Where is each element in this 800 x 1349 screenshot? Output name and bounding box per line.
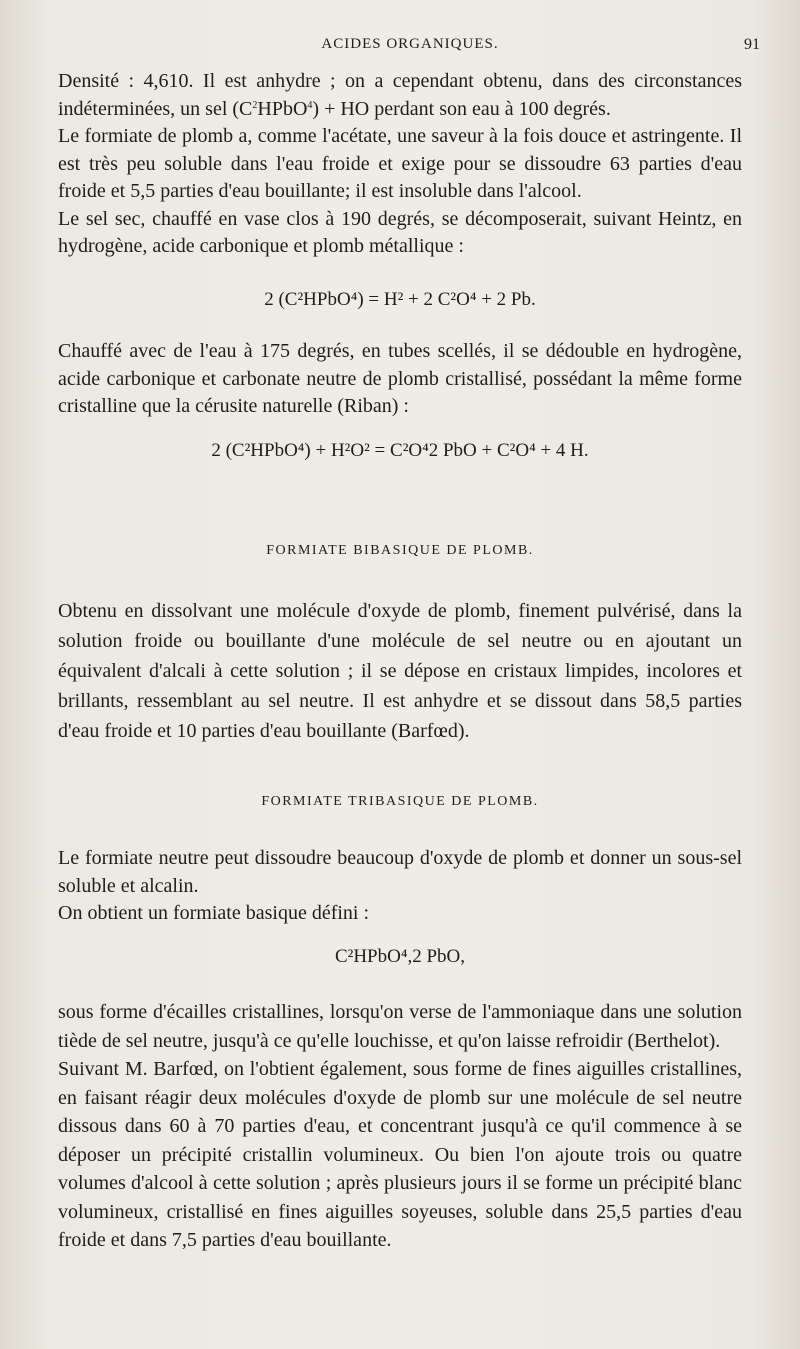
- paragraph-bibasique: Obtenu en dissolvant une molécule d'oxyde de plomb, finement pulvérisé, dans la solution froide ou bouillante d'une molécule de sel neutre ou en ajoutant un équivalent d'alcali à cette solution ; il se dépose en cristaux limpides, incolores et brillants, ressemblant au sel neutre. Il est anhydre et se dissout dans 58,5 parties d'eau froide et 10 parties d'eau bouillante (Barfœd).: [58, 600, 742, 742]
- running-title: ACIDES ORGANIQUES.: [321, 36, 499, 52]
- p1-part-b: HPbO: [257, 97, 308, 120]
- page-header: [60, 36, 760, 58]
- paragraph-saveur: Le formiate de plomb a, comme l'acétate, une saveur à la fois douce et astringente. Il est très peu soluble dans l'eau froide et exige pour se dissoudre 63 parties d'eau froide et 5,5 parties d'eau bouillante; il est insoluble dans l'alcool.: [58, 125, 742, 202]
- page-number: 91: [744, 36, 760, 53]
- equation-1: 2 (C²HPbO⁴) = H² + 2 C²O⁴ + 2 Pb.: [264, 289, 536, 310]
- paragraph-ecailles: sous forme d'écailles cristallines, lorsqu'on verse de l'ammoniaque dans une solution tiède de sel neutre, jusqu'à ce qu'elle louchisse, et qu'on laisse refroidir (Berthelot).: [58, 1001, 742, 1052]
- section3-text-2: [58, 998, 742, 1255]
- sup-2: 2: [252, 99, 258, 111]
- section1-text: [58, 68, 742, 261]
- paragraph-chauffe: Chauffé avec de l'eau à 175 degrés, en tubes scellés, il se dédouble en hydrogène, acide carbonique et carbonate neutre de plomb cristallisé, possédant la même forme cristalline que la cérusite naturelle (Riban) :: [58, 340, 742, 417]
- paragraph-barfoed: Suivant M. Barfœd, on l'obtient également, sous forme de fines aiguilles cristallines, en faisant réagir deux molécules d'oxyde de plomb sur une molécule de sel neutre dissous dans 60 à 70 parties d'eau, et concentrant jusqu'à ce qu'il commence à se déposer un précipité cristallin volumineux. Ou bien l'on ajoute trois ou quatre volumes d'alcool à cette solution ; après plusieurs jours il se forme un précipité blanc volumineux, cristallisé en fines aiguilles soyeuses, soluble dans 25,5 parties d'eau froide et dans 7,5 parties d'eau bouillante.: [58, 1058, 742, 1251]
- paragraph-density: [58, 68, 742, 123]
- sup-4: 4: [307, 99, 313, 111]
- heading-tribasique: FORMIATE TRIBASIQUE DE PLOMB.: [261, 794, 539, 809]
- p1-part-c: ) + HO perdant son eau à 100 degrés.: [312, 97, 611, 120]
- equation-3: C²HPbO⁴,2 PbO,: [334, 946, 466, 967]
- p1-part-a: Densité : 4,610. Il est anhydre ; on a cependant obtenu, dans des circonstances indéterminées, un sel (C: [58, 70, 742, 120]
- paragraph-neutre: Le formiate neutre peut dissoudre beaucoup d'oxyde de plomb et donner un sous-sel soluble et alcalin.: [58, 847, 742, 897]
- section3-text: [58, 845, 742, 928]
- heading-bibasique: FORMIATE BIBASIQUE DE PLOMB.: [266, 543, 534, 558]
- paragraph-sel-sec: Le sel sec, chauffé en vase clos à 190 degrés, se décomposerait, suivant Heintz, en hydrogène, acide carbonique et plomb métallique :: [58, 207, 742, 257]
- equation-2: 2 (C²HPbO⁴) + H²O² = C²O⁴2 PbO + C²O⁴ + 4 H.: [211, 440, 589, 461]
- paragraph-defini: On obtient un formiate basique défini :: [58, 902, 370, 924]
